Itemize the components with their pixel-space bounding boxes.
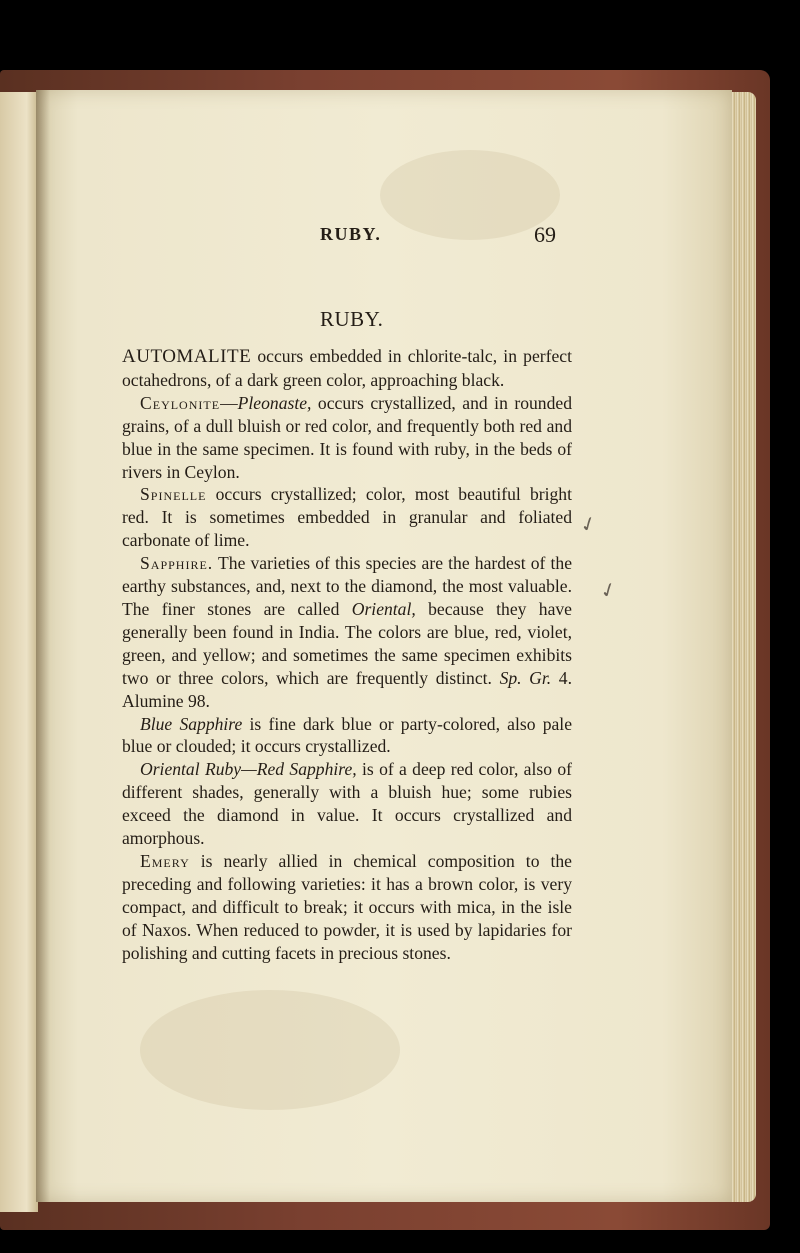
pencil-check-mark: ✓ [596,575,621,605]
term-sapphire: Sapphire. [140,553,214,574]
page-gutter-shadow [36,90,50,1202]
paragraph-sapphire [122,552,572,712]
paragraph-text: 4. Alumine 98. [122,667,573,711]
paragraph-text: occurs crystallized, and in rounded grains, of a dull bluish or red color, and frequently both red and blue in the same specimen. It is found with ruby, in the beds of rivers in Ceylon. [122,392,572,482]
term-spinelle: Spinelle [140,484,207,505]
paragraph-text: is of a deep red color, also of different shades, generally with a bluish hue; some rubies exceed the diamond in value. It occurs crystallized and amorphous. [122,759,572,849]
paragraph-text: The varieties of this species are the hardest of the earthy substances, and, next to the diamond, the most valuable. The finer stones are called [122,553,572,619]
section-title: RUBY. [320,307,384,331]
paragraph-text: occurs embedded in chlorite-talc, in perfect octahedrons, of a dark green color, approaching black. [122,346,572,390]
paragraph-automalite [122,345,572,392]
term-emery: Emery [140,850,190,871]
paragraph-emery [122,850,572,965]
running-head: RUBY. [320,224,382,244]
term-oriental-ruby: Oriental Ruby—Red Sapphire, [140,759,357,780]
paragraph-text: occurs crystallized; color, most beautiful bright red. It is sometimes embedded in granular and foliated carbonate of lime. [122,484,572,551]
term-specific-gravity: Sp. Gr. [499,667,552,688]
paragraph-spinelle [122,483,572,552]
page-stain [140,990,400,1110]
page-stain [380,150,560,240]
paragraph-oriental-ruby [122,758,572,850]
dash: — [220,392,238,413]
term-oriental: Oriental, [351,598,416,619]
paragraph-text: because they have generally been found in India. The colors are blue, red, violet, green, and yellow; and sometimes the same specimen exhibits two or three colors, which are frequently distinct. [122,598,572,688]
term-pleonaste: Pleonaste, [237,392,312,413]
paragraph-ceylonite [122,392,572,484]
term-blue-sapphire: Blue Sapphire [140,713,243,734]
body-text [122,345,572,964]
term-automalite: AUTOMALITE [122,346,252,367]
left-page-edge [0,92,38,1212]
pencil-check-mark: ✓ [576,509,601,539]
paragraph-blue-sapphire [122,713,572,759]
paragraph-text: is nearly allied in chemical composition to the preceding and following varieties: it has a brown color, is very compact, and difficult to break; it occurs with mica, in the isle of Naxos. When reduced to powder, it is used by lapidaries for polishing and cutting facets in precious stones. [122,850,572,963]
page-number: 69 [534,222,556,247]
paragraph-text: is fine dark blue or party-colored, also pale blue or clouded; it occurs crystallized. [122,713,573,757]
term-ceylonite: Ceylonite [140,392,221,413]
